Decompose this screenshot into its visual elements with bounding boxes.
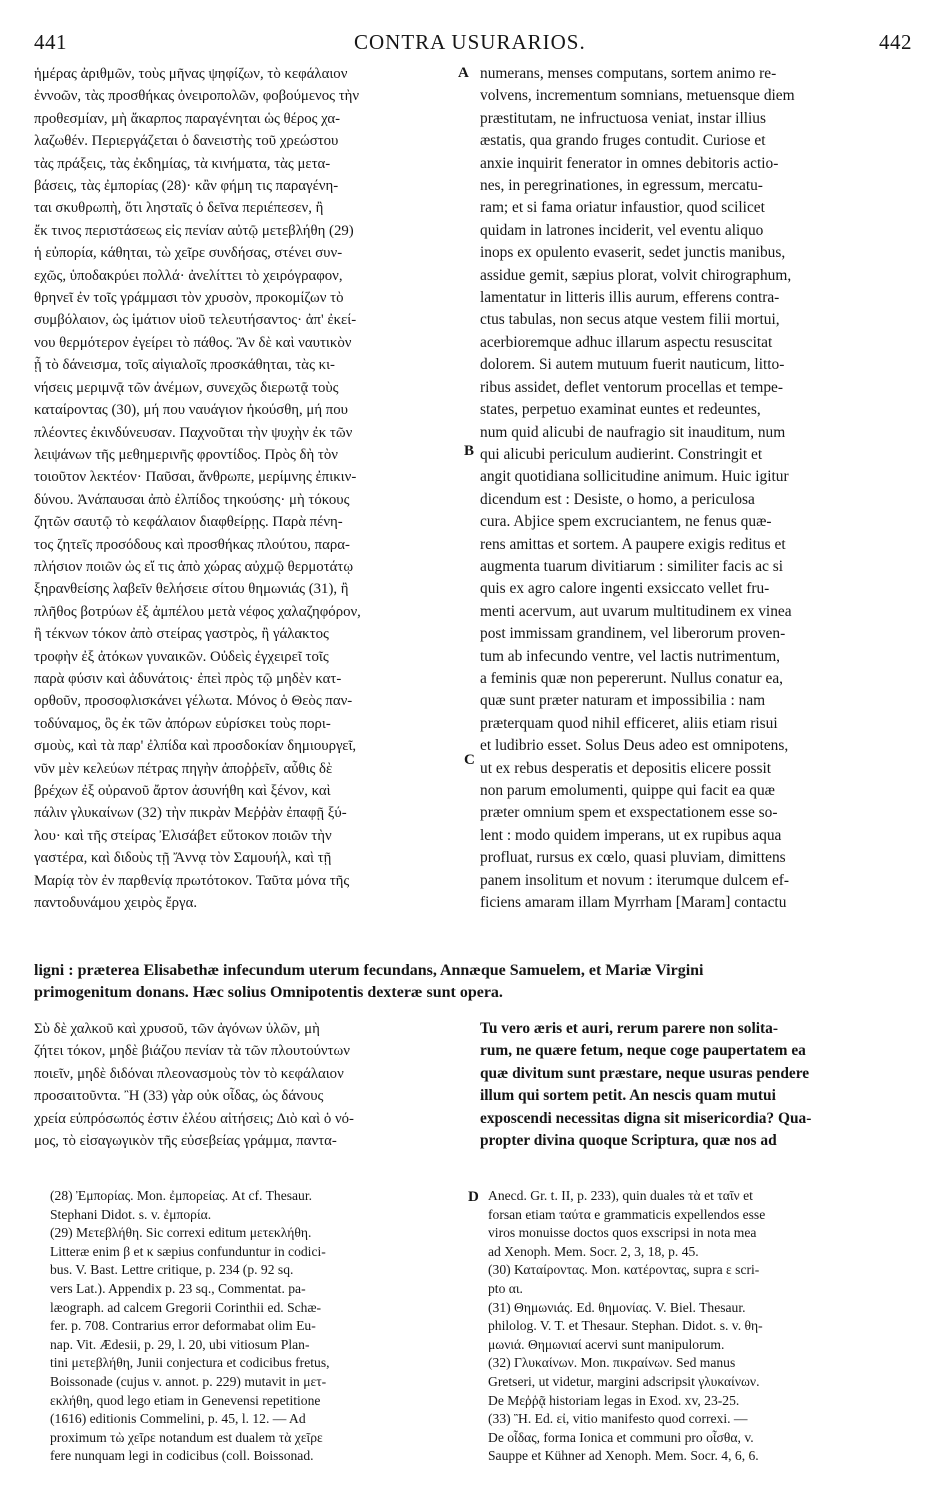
page-number-right: 442 [879,30,912,54]
text-line: χρεία εὐπρόσωπός ἐστιν ἐλέου αἰτήσεις; Διὸ καὶ ὁ νό- [34,1110,354,1127]
text-line: λου· καὶ τῆς στείρας Ἐλισάβετ εὔτοκον ποιῶν τὴν [34,827,332,844]
text-line: εκλήθη, quod lego etiam in Genevensi repetitione [50,1392,321,1408]
text-line: Σὺ δὲ χαλκοῦ καὶ χρυσοῦ, τῶν ἀγόνων ὑλῶν, μὴ [34,1021,320,1037]
text-line: nap. Vit. Ædesii, p. 29, l. 20, ubi vitiosum Plan- [50,1336,310,1352]
spanning-text [34,960,894,1004]
text-line: προθεσμίαν, μὴ ἄκαρπος παραγένηται ὡς θέρος χα- [34,110,341,127]
text-line: angit quotidiana sollicitudine animum. Huic igitur [480,468,789,486]
latin-column [480,63,892,914]
text-line: ad Xenoph. Mem. Socr. 2, 3, 18, p. 45. [488,1243,699,1259]
text-line: ἡ εὐπορία, κάθηται, τὼ χεῖρε συνδήσας, στένει συν- [34,245,343,262]
text-line: augmenta tuarum divitiarum : similiter facis ac si [480,557,784,575]
text-line: menti acervum, aut uvarum multitudinem ex vinea [480,602,792,620]
text-line: volvens, incrementum somnians, metuensque diem [480,87,795,105]
text-line: panem insolitum et novum : iterumque dulcem ef- [480,871,790,889]
text-line: ορθοῦν, προσοφλισκάνει γέλωτα. Μόνος ὁ Θεὸς παν- [34,693,353,710]
text-line: dolorem. Si autem mutuum fuerit nauticum, litto- [480,356,785,374]
footnotes-right [488,1187,896,1466]
text-line: εχῶς, ὑποδακρύει πολλά· ἀνελίττει τὸ χειρόγραφον, [34,267,343,284]
text-line: et ludibrio esset. Solus Deus adeo est omnipotens, [480,737,789,755]
text-line: præterquam quod nihil efficeret, aliis etiam risui [480,714,778,732]
text-line: quidam in latrones inciderit, vel eventu aliquo [480,221,764,239]
text-line: λειψάνων τῆς μεθημερινῆς φροντίδος. Πρὸς δὴ τὸν [34,446,338,463]
text-line: æstatis, qua grando fruges contudit. Curiose et [480,132,766,150]
text-line: De Μεῤῥᾷ historiam legas in Exod. xv, 23-25. [488,1392,740,1408]
text-line: ποιεῖν, μηδὲ διδόναι πλεονασμοὺς τὸν τὸ κεφάλαιον [34,1065,344,1082]
text-line: τος ζητεῖς προσόδους καὶ προσθήκας πλούτου, παρα- [34,536,350,553]
page-number-left: 441 [34,30,67,54]
text-line: rum, ne quære fetum, neque coge paupertatem ea [480,1042,806,1060]
text-line: vers Lat.). Appendix p. 23 sq., Commentat. pa- [50,1280,306,1296]
text-line: post immissam grandinem, vel liberorum proven- [480,625,786,643]
text-line: fer. p. 708. Contrarius error deformabat olim Eu- [50,1318,316,1334]
text-line: Boissonade (cujus v. annot. p. 229) mutavit in μετ- [50,1373,327,1389]
text-line: lent : modo quidem imperans, ut ex rupibus aqua [480,826,782,844]
text-line: πλήσιον ποιῶν ὡς εἴ τις ἀπὸ χώρας αὐχμῷ θερμοτάτῳ [34,558,354,575]
text-line: fere nunquam legi in codicibus (coll. Boissonad. [50,1448,314,1464]
text-line: προσαιτοῦντα. Ἢ (33) γὰρ οὐκ οἶδας, ὡς δάνους [34,1088,324,1105]
text-line: συμβόλαιον, ὡς ἱμάτιον υἱοῦ τελευτήσαντος· ἀπ' ἐκεί- [34,312,357,329]
text-line: πλῆθος βοτρύων ἐξ ἀμπέλου μετὰ νέφος χαλαζηφόρον, [34,603,361,620]
text-line: (32) Γλυκαίνων. Mon. πικραίνων. Sed manus [488,1355,736,1371]
text-line: Gretseri, ut videtur, margini adscripsit γλυκαίνων. [488,1373,760,1389]
text-line: nes, in peregrinationes, in egressum, mercatu- [480,177,763,195]
text-line: βρέχων ἐξ οὐρανοῦ ἄρτον ἀσυνήθη καὶ ξένον, καὶ [34,783,331,799]
text-line: (30) Καταίροντας. Mon. κατέροντας, supra ε scri- [488,1262,760,1278]
text-line: τροφὴν ἐξ ἀτόκων γυναικῶν. Οὐδεὶς ἐγχειρεῖ τοῖς [34,648,329,665]
text-line: δύνου. Ἀνάπαυσαι ἀπὸ ἐλπίδος τηκούσης· μὴ τόκους [34,491,350,508]
text-line: illum qui sortem petit. An nescis quam mutui [480,1087,776,1105]
text-line: νου θερμότερον ἐγείρει τὸ πάθος. Ἂν δὲ καὶ ναυτικὸν [34,334,352,351]
margin-letter-b: B [464,443,475,459]
text-line: states, perpetuo examinat euntes et redeuntes, [480,401,761,419]
text-line: ἢ τέκνων τόκον ἀπὸ στείρας γαστρὸς, ἢ γάλακτος [34,626,329,643]
text-line: viros monuisse doctos quos exscripsi in nota mea [488,1225,757,1241]
latin-column-second [480,1018,892,1152]
text-line: ἡμέρας ἀριθμῶν, τοὺς μῆνας ψηφίζων, τὸ κεφάλαιον [34,66,348,82]
text-line: πάλιν γλυκαίνων (32) τὴν πικρὰν Μεῤῥὰν ἐπαφῇ ξύ- [34,805,347,822]
text-line: ἔκ τινος περιστάσεως εἰς πενίαν αὐτῷ μετεβλήθη (29) [34,222,354,239]
text-line: πλέοντες ἐκινδύνευσαν. Παχνοῦται τὴν ψυχὴν ἐκ τῶν [34,424,353,441]
running-title: CONTRA USURARIOS. [354,30,586,54]
text-line: ficiens amaram illam Myrrham [Maram] contactu [480,894,787,912]
footnotes-left [50,1187,460,1466]
text-line: forsan etiam ταύτα e grammaticis expellendos esse [488,1206,766,1222]
text-line: Μαρίᾳ τὸν ἐν παρθενίᾳ πρωτότοκον. Ταῦτα μόνα τῆς [34,872,350,889]
text-line: De οἶδας, forma Ionica et communi pro οἶσθα, v. [488,1429,754,1445]
text-line: propter divina quoque Scriptura, quæ nos ad [480,1132,777,1150]
margin-letter-d: D [468,1189,479,1205]
text-line: numerans, menses computans, sortem animo re- [480,65,777,82]
text-line: ram; et si fama oriatur infaustior, quod scilicet [480,199,765,217]
text-line: λαζωθέν. Περιεργάζεται ὁ δανειστὴς τοῦ χρεώστου [34,133,339,150]
text-line: læograph. ad calcem Gregorii Corinthii ed. Schæ- [50,1299,322,1315]
text-line: pto αι. [488,1280,523,1296]
text-line: παρὰ φύσιν καὶ ἀδυνάτοις· ἐπεὶ πρὸς τῷ μηδὲν κατ- [34,670,342,687]
text-line: profluat, rursus ex cœlo, quasi pluviam, dimittens [480,849,786,867]
text-line: Tu vero æris et auri, rerum parere non solita- [480,1020,778,1037]
text-line: βάσεις, τὰς ἐμπορίας (28)· κἂν φήμη τις παραγένη- [34,178,339,195]
text-line: exposcendi necessitas digna sit misericordia? Qua- [480,1109,812,1127]
text-line: inops ex opulento evaserit, sedet junctis manibus, [480,244,786,262]
text-line: Stephani Didot. s. v. ἐμπορία. [50,1206,212,1222]
text-line: præter omnium spem et exspectationem esse so- [480,804,778,822]
text-line: (29) Μετεβλήθη. Sic correxi editum μετεκλήθη. [50,1225,312,1241]
text-line: ligni : præterea Elisabethæ infecundum uterum fecundans, Annæque Samuelem, et Mariæ Virgini [34,962,704,979]
text-line: ctus tabulas, non secus atque vestem filii mortui, [480,311,780,329]
text-line: num quid alicubi de naufragio sit inauditum, num [480,423,786,441]
text-line: quæ sunt præter naturam et impossibilia : nam [480,692,766,710]
text-line: primogenitum donans. Hæc solius Omnipotentis dexteræ sunt opera. [34,984,503,1001]
text-line: καταίροντας (30), μή που ναυάγιον ἠκούσθη, μή που [34,402,348,419]
text-line: νῦν μὲν κελεύων πέτρας πηγὴν ἀποῤῥεῖν, αὖθις δὲ [34,760,333,777]
text-line: dicendum est : Desiste, o homo, a periculosa [480,490,755,508]
text-line: tum ab infecundo ventre, vel lactis nutrimentum, [480,647,781,665]
text-line: Litteræ enim β et κ sæpius confunduntur in codici- [50,1243,326,1259]
text-line: acerbioremque adhuc illarum aspectu resuscitat [480,333,773,351]
text-line: ται σκυθρωπὴ, ὅτι λησταῖς ὁ δεῖνα περιέπεσεν, ἢ [34,200,324,217]
text-line: bus. V. Bast. Lettre critique, p. 234 (p. 92 sq. [50,1262,294,1278]
greek-column [34,63,456,914]
text-line: (33) Ἢ. Ed. εἰ, vitio manifesto quod correxi. — [488,1411,748,1427]
text-line: qui alicubi periculum audierint. Constringit et [480,445,763,463]
text-line: (31) Θημωνιάς. Ed. θημονίας. V. Biel. Thesaur. [488,1299,746,1315]
text-line: non parum emolumenti, quippe qui facit ea quæ [480,782,775,799]
text-line: proximum τὼ χεῖρε notandum est dualem τὰ χεῖρε [50,1429,323,1445]
text-line: ut ex rebus desperatis et depositis elicere possit [480,759,772,777]
text-line: lamentatur in litteris illis aurum, efferens contra- [480,289,780,307]
text-line: tini μετεβλήθη, Junii conjectura et codicibus fretus, [50,1355,330,1371]
running-header [24,30,912,60]
text-line: assidue gemit, sæpius plorat, volvit chirographum, [480,266,792,284]
text-line: τοιοῦτον λεκτέον· Παῦσαι, ἄνθρωπε, μερίμνης ἐπικιν- [34,469,357,486]
text-line: σμοὺς, καὶ τὰ παρ' ἐλπίδα καὶ προσδοκίαν δημιουργεῖ, [34,738,357,755]
text-line: τοδύναμος, ὃς ἐκ τῶν ἀπόρων εὑρίσκει τοὺς πορι- [34,715,331,732]
text-line: (1616) editionis Commelini, p. 45, l. 12. — Ad [50,1411,306,1427]
text-line: ζήτει τόκον, μηδὲ βιάζου πενίαν τὰ τῶν πλουτούντων [34,1043,350,1060]
text-line: τὰς πράξεις, τὰς ἐκδημίας, τὰ κινήματα, τὰς μετα- [34,155,331,172]
text-line: anxie inquirit fenerator in omnes debitoris actio- [480,154,779,172]
text-line: (28) Ἐμπορίας. Mon. ἐμπορείας. At cf. Thesaur. [50,1188,313,1203]
text-line: quis ex agro calore ingenti exsiccato vellet fru- [480,580,770,598]
text-line: παντοδυνάμου χειρὸς ἔργα. [34,895,198,912]
text-line: ᾖ τὸ δάνεισμα, τοῖς αἰγιαλοῖς προσκάθηται, τὰς κι- [34,357,335,374]
text-line: præstitutam, ne infructuosa veniat, instar illius [480,109,766,127]
text-line: νήσεις μεριμνᾷ τῶν ἀνέμων, συνεχῶς διερωτᾷ τοὺς [34,379,339,396]
text-line: quæ divitum sunt præstare, neque usuras pendere [480,1064,810,1082]
margin-letter-c: C [464,752,475,768]
text-line: θρηνεῖ ἐν τοῖς γράμμασι τὸν χρυσὸν, προκομίζων τὸ [34,290,344,307]
text-line: Anecd. Gr. t. II, p. 233), quin duales τὰ et ταῖν et [488,1188,753,1203]
text-line: μος, τὸ εἰσαγωγικὸν τῆς εὐσεβείας γράμμα, παντα- [34,1133,337,1150]
text-line: μωνιά. Θημωνιαί acervi sunt manipulorum. [488,1336,725,1352]
margin-letter-a: A [458,65,469,81]
text-line: Sauppe et Kühner ad Xenoph. Mem. Socr. 4, 6, 6. [488,1448,759,1464]
greek-column-second [34,1018,456,1152]
text-line: ζητῶν σαυτῷ τὸ κεφάλαιον διαφθείρῃς. Παρὰ πένη- [34,514,343,531]
text-line: ξηρανθείσης λαβεῖν θελήσειε σίτου θημωνιάς (31), ἢ [34,581,349,598]
text-line: rens amittas et sortem. A paupere exigis reditus et [480,535,786,553]
text-line: ribus assidet, deflet ventorum procellas et tempe- [480,378,784,396]
text-line: cura. Abjice spem excruciantem, ne fenus quæ- [480,513,772,531]
text-line: philolog. V. T. et Thesaur. Stephan. Didot. s. v. θη- [488,1318,763,1334]
text-line: ἐννοῶν, τὰς προσθήκας ὀνειροπολῶν, φοβούμενος τὴν [34,88,360,105]
text-line: γαστέρα, καὶ διδοὺς τῇ Ἄννᾳ τὸν Σαμουήλ, καὶ τῇ [34,850,332,867]
text-line: a feminis quæ non pepererunt. Nullus conatur ea, [480,669,784,687]
